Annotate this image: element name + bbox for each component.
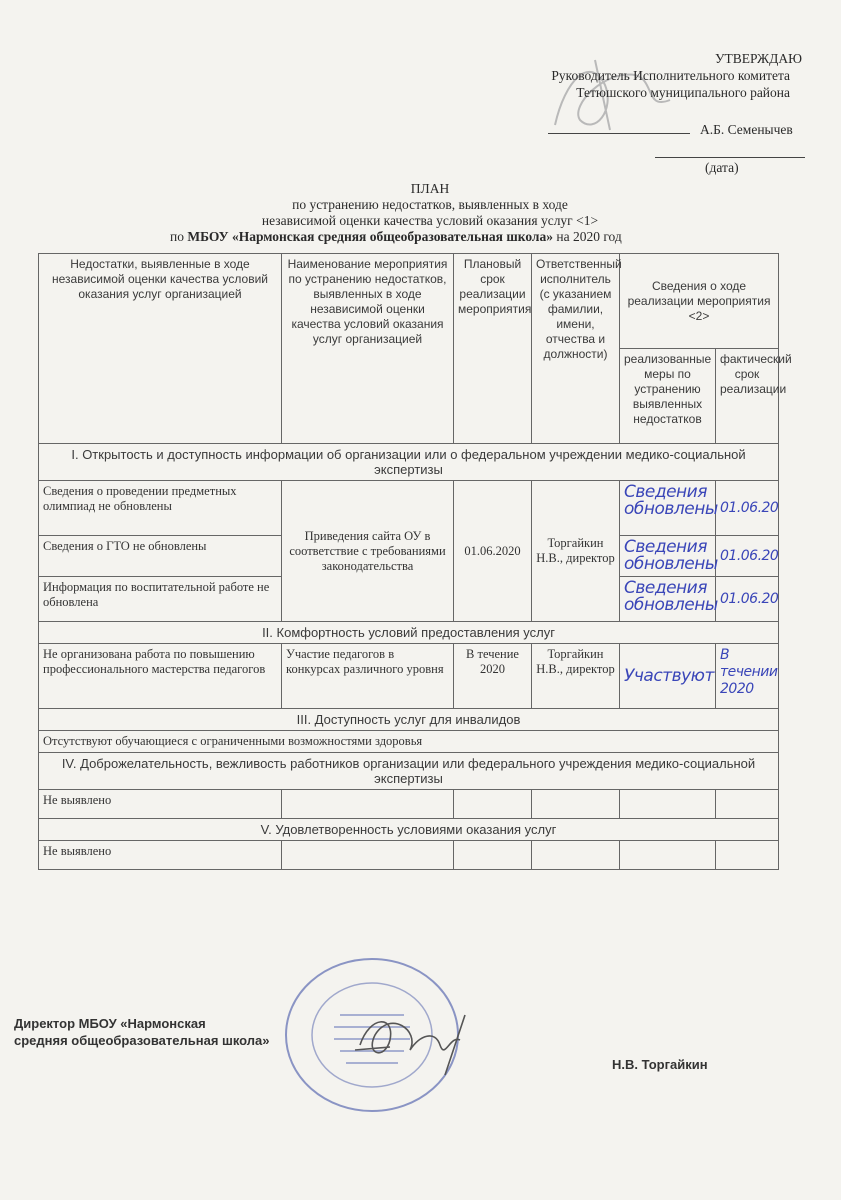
actual-date-cell: 01.06.20 [716,481,779,536]
header-measures-done: реализованные меры по устранению выявленных недостатков [620,349,716,444]
actual-date-cell: В течении 2020 [716,644,779,709]
header-planned-date: Плановый срок реализации мероприятия [454,254,532,444]
date-label: (дата) [705,160,739,175]
section-title: II. Комфортность условий предоставления услуг [39,622,779,644]
section-title: I. Открытость и доступность информации об организации или о федеральном учреждении медико-социальной экспертизы [39,444,779,481]
approval-position-1: Руководитель Исполнительного комитета [551,68,790,83]
deficiency-cell: Не выявлено [39,790,282,819]
title-line-2: по устранению недостатков, выявленных в ходе [292,197,568,212]
empty-cell [532,790,620,819]
empty-cell [454,790,532,819]
measure-done-cell: Участвуют [620,644,716,709]
planned-date-cell: 01.06.2020 [454,481,532,622]
header-actual-date: фактический срок реализации [716,349,779,444]
director-line-2: средняя общеобразовательная школа» [14,1033,270,1048]
director-line-1: Директор МБОУ «Нармонская [14,1016,206,1031]
organization-name: МБОУ «Нармонская средняя общеобразовательная школа» [187,229,553,244]
empty-cell [282,790,454,819]
empty-cell [716,841,779,870]
date-line [655,157,805,158]
director-name: Н.В. Торгайкин [612,1057,708,1072]
responsible-cell: Торгайкин Н.В., директор [532,644,620,709]
approval-block [520,50,820,101]
approver-name: А.Б. Семенычев [700,122,793,137]
section-title: V. Удовлетворенность условиями оказания услуг [39,819,779,841]
responsible-cell: Торгайкин Н.В., директор [532,481,620,622]
section-note: Отсутствуют обучающиеся с ограниченными возможностями здоровья [39,731,779,753]
empty-cell [532,841,620,870]
approval-heading: УТВЕРЖДАЮ [714,51,802,66]
empty-cell [282,841,454,870]
approval-position-2: Тетюшского муниципального района [576,85,790,100]
empty-cell [620,841,716,870]
empty-cell [716,790,779,819]
deficiency-cell: Не организована работа по повышению профессионального мастерства педагогов [39,644,282,709]
title-line-1: ПЛАН [410,181,450,196]
signature-line [548,133,690,134]
planned-date-cell: В течение 2020 [454,644,532,709]
director-signature [350,1005,490,1085]
document-title [130,181,730,245]
actual-date-cell: 01.06.20 [716,536,779,577]
header-progress: Сведения о ходе реализации мероприятия <2> [620,254,779,349]
measure-cell: Участие педагогов в конкурсах различного уровня [282,644,454,709]
measure-cell: Приведения сайта ОУ в соответствие с требованиями законодательства [282,481,454,622]
section-title: IV. Доброжелательность, вежливость работников организации или федерального учреждения медико-социальной экспертизы [39,753,779,790]
title-line-3: независимой оценки качества условий оказания услуг <1> [261,213,599,228]
measure-done-cell: Сведения обновлены [620,577,716,622]
empty-cell [620,790,716,819]
header-measure: Наименование мероприятия по устранению недостатков, выявленных в ходе независимой оценки качества условий оказания услуг организацией [282,254,454,444]
deficiency-cell: Информация по воспитательной работе не обновлена [39,577,282,622]
measure-done-cell: Сведения обновлены [620,536,716,577]
header-deficiency: Недостатки, выявленные в ходе независимой оценки качества условий оказания услуг организацией [39,254,282,444]
empty-cell [454,841,532,870]
director-title [14,1015,270,1049]
section-title: III. Доступность услуг для инвалидов [39,709,779,731]
deficiency-cell: Сведения о проведении предметных олимпиад не обновлены [39,481,282,536]
deficiency-cell: Не выявлено [39,841,282,870]
deficiency-cell: Сведения о ГТО не обновлены [39,536,282,577]
actual-date-cell: 01.06.20 [716,577,779,622]
plan-table [38,253,792,870]
measure-done-cell: Сведения обновлены [620,481,716,536]
title-line-4: по МБОУ «Нармонская средняя общеобразовательная школа» на 2020 год [170,229,622,244]
header-responsible: Ответственный исполнитель (с указанием фамилии, имени, отчества и должности) [532,254,620,444]
